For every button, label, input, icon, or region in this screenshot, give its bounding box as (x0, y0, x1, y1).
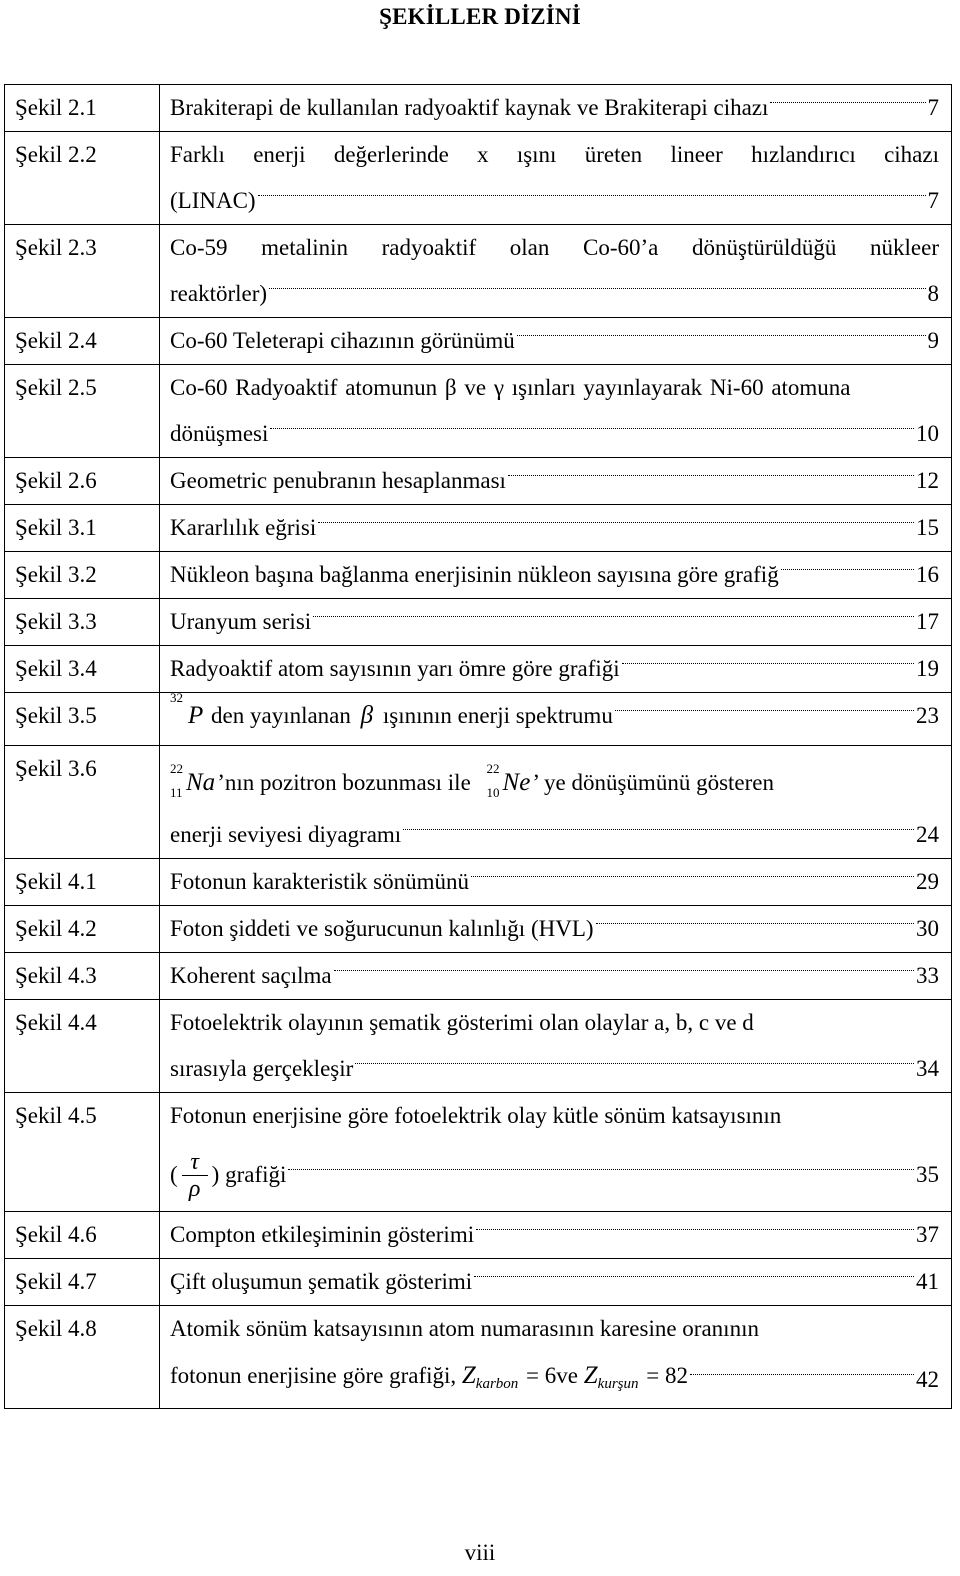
figure-list-table (4, 84, 952, 1409)
figure-label: Şekil 2.6 (5, 458, 160, 505)
figure-page: 30 (916, 916, 939, 941)
figure-caption: Nükleon başına bağlanma enerjisinin nükleon sayısına göre grafiğ (170, 562, 779, 587)
figure-label: Şekil 3.2 (5, 552, 160, 599)
figure-page: 15 (916, 515, 939, 540)
isotope-na22: 22 11 Na (170, 761, 216, 800)
table-row (5, 646, 952, 693)
figure-page: 17 (916, 609, 939, 634)
table-row (5, 225, 952, 318)
figure-caption: Atomik sönüm katsayısının atom numarasının karesine oranının (170, 1316, 759, 1341)
figure-caption: Co-60 Radyoaktif atomunun β ve γ ışınları yayınlayarak Ni-60 atomuna (170, 375, 851, 400)
figure-label: Şekil 3.1 (5, 505, 160, 552)
table-row (5, 505, 952, 552)
figure-caption: Co-59 metalinin radyoaktif olan Co-60’a dönüştürüldüğü nükleer (170, 235, 939, 260)
table-row (5, 859, 952, 906)
figure-label: Şekil 4.5 (5, 1093, 160, 1212)
figure-page: 7 (927, 95, 939, 120)
figure-page: 24 (916, 822, 939, 847)
tau-over-rho-fraction: $\frac{\tau}{\rho}$ (182, 1149, 208, 1202)
table-row (5, 552, 952, 599)
table-row (5, 1259, 952, 1306)
figure-page: 37 (916, 1222, 939, 1247)
figure-caption: Compton etkileşiminin gösterimi (170, 1222, 475, 1247)
z-carbon: $Z_{karbon}$ (461, 1362, 519, 1392)
figure-caption: Uranyum serisi (170, 609, 312, 634)
figure-caption: 32 P den yayınlanan β ışınının enerji spektrumu (170, 693, 613, 739)
figure-caption: Brakiterapi de kullanılan radyoaktif kaynak ve Brakiterapi cihazı (170, 95, 769, 120)
table-row (5, 365, 952, 458)
figure-caption: Foton şiddeti ve soğurucunun kalınlığı (HVL) (170, 916, 594, 941)
figure-label: Şekil 2.5 (5, 365, 160, 458)
figure-page: 42 (916, 1367, 939, 1392)
table-row (5, 746, 952, 859)
figure-label: Şekil 4.1 (5, 859, 160, 906)
table-row (5, 1000, 952, 1093)
figure-page: 19 (916, 656, 939, 681)
figure-label: Şekil 3.3 (5, 599, 160, 646)
figure-page: 34 (916, 1056, 939, 1081)
page-number: viii (464, 1540, 496, 1565)
figure-caption: Fotonun karakteristik sönümünü (170, 869, 469, 894)
figure-caption-cont: reaktörler) (170, 281, 268, 306)
figure-caption: Farklı enerji değerlerinde x ışını üreten lineer hızlandırıcı cihazı (170, 142, 939, 167)
z-lead: $Z_{kurşun}$ (583, 1362, 639, 1392)
table-row (5, 1093, 952, 1212)
table-row (5, 318, 952, 365)
figure-label: Şekil 2.4 (5, 318, 160, 365)
table-row (5, 132, 952, 225)
figure-page: 8 (927, 281, 939, 306)
figure-caption: Kararlılık eğrisi (170, 515, 317, 540)
figure-caption: Koherent saçılma (170, 963, 332, 988)
figure-label: Şekil 2.2 (5, 132, 160, 225)
figure-label: Şekil 2.3 (5, 225, 160, 318)
figure-page: 10 (916, 421, 939, 446)
table-row (5, 85, 952, 132)
figure-page: 41 (916, 1269, 939, 1294)
isotope-ne22: 22 10 Ne (486, 761, 531, 800)
figure-caption-cont: fotonun enerjisine göre grafiği, $Z_{karbon} = 6ve$ $Z_{kurşun} = 82$ (170, 1362, 688, 1392)
table-row (5, 953, 952, 1000)
figure-caption: Radyoaktif atom sayısının yarı ömre göre grafiği (170, 656, 620, 681)
figure-caption-cont: enerji seviyesi diyagramı (170, 822, 402, 847)
figure-page: 9 (927, 328, 939, 353)
figure-label: Şekil 4.4 (5, 1000, 160, 1093)
isotope-p32: 32 P (170, 690, 204, 729)
figure-caption: Co-60 Teleterapi cihazının görünümü (170, 328, 515, 353)
figure-page: 29 (916, 869, 939, 894)
table-row (5, 906, 952, 953)
figure-page: 23 (916, 703, 939, 728)
figure-label: Şekil 3.5 (5, 693, 160, 746)
figure-label: Şekil 4.6 (5, 1212, 160, 1259)
table-row (5, 599, 952, 646)
figure-page: 12 (916, 468, 939, 493)
figure-caption: Geometric penubranın hesaplanması (170, 468, 506, 493)
figure-caption-cont: (LINAC) (170, 188, 256, 213)
figure-label: Şekil 4.8 (5, 1306, 160, 1409)
page-title: ŞEKİLLER DİZİNİ (379, 4, 581, 29)
figure-label: Şekil 3.4 (5, 646, 160, 693)
table-row (5, 1306, 952, 1409)
figure-caption: Çift oluşumun şematik gösterimi (170, 1269, 473, 1294)
figure-caption-cont: sırasıyla gerçekleşir (170, 1056, 354, 1081)
figure-label: Şekil 4.7 (5, 1259, 160, 1306)
figure-caption: Fotoelektrik olayının şematik gösterimi olan olaylar a, b, c ve d (170, 1010, 754, 1035)
beta-symbol: β (360, 702, 374, 729)
figure-caption: Fotonun enerjisine göre fotoelektrik olay kütle sönüm katsayısının (170, 1103, 782, 1128)
table-row (5, 1212, 952, 1259)
figure-caption-cont: dönüşmesi (170, 421, 269, 446)
figure-label: Şekil 2.1 (5, 85, 160, 132)
figure-page: 7 (927, 188, 939, 213)
figure-page: 35 (916, 1162, 939, 1187)
figure-caption-cont: ( $\frac{\tau}{\rho}$ ) grafiği (170, 1148, 287, 1202)
table-row (5, 693, 952, 746)
figure-page: 16 (916, 562, 939, 587)
figure-label: Şekil 4.3 (5, 953, 160, 1000)
figure-page: 33 (916, 963, 939, 988)
figure-label: Şekil 3.6 (5, 746, 160, 859)
figure-caption: 22 11 Na’nın pozitron bozunması ile 22 10 Ne’ ye dönüşümünü gösteren (170, 760, 774, 806)
table-row (5, 458, 952, 505)
figure-label: Şekil 4.2 (5, 906, 160, 953)
